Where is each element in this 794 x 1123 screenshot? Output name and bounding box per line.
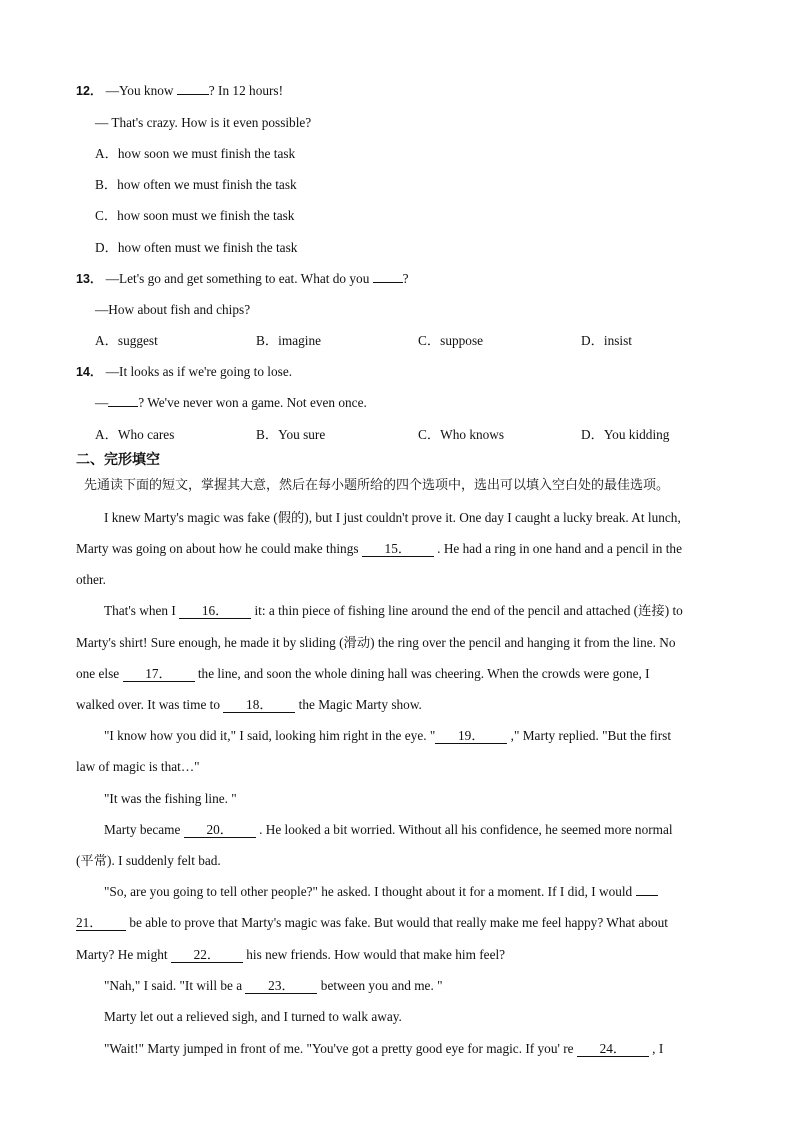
option-text: You sure — [278, 427, 326, 442]
q14-number: 14． — [76, 365, 103, 379]
passage-text: "Wait!" Marty jumped in front of me. "You've got a pretty good eye for magic. If you' re — [104, 1041, 577, 1056]
passage-text: his new friends. How would that make him feel? — [242, 947, 506, 962]
passage-text: one else — [76, 666, 123, 681]
passage-text: between you and me. " — [317, 978, 443, 993]
option-text: You kidding — [603, 427, 670, 442]
option-label: C． — [95, 208, 118, 223]
q14-reply-b: ? We've never won a game. Not even once. — [138, 395, 367, 410]
passage-text: . He looked a bit worried. Without all his confidence, he seemed more normal — [255, 822, 673, 837]
blank-15[interactable]: 15． — [362, 542, 434, 557]
passage-text: . He had a ring in one hand and a pencil in the — [433, 541, 682, 556]
q14-reply — [95, 394, 367, 412]
q13-option-d[interactable] — [581, 332, 632, 350]
q12-stem-a: —You know — [105, 83, 177, 98]
blank-18[interactable]: 18． — [223, 698, 295, 713]
q12-number: 12． — [76, 84, 103, 98]
passage-text: walked over. It was time to — [76, 697, 224, 712]
option-text: insist — [603, 333, 632, 348]
q14-option-c[interactable] — [418, 426, 504, 444]
q13-blank[interactable] — [373, 282, 403, 283]
passage-text: ," Marty replied. "But the first — [507, 728, 672, 743]
passage-text: the line, and soon the whole dining hall was cheering. When the crowds were gone, I — [194, 666, 650, 681]
option-label: A． — [95, 333, 118, 348]
q13-number: 13． — [76, 272, 103, 286]
blank-21[interactable]: 21． — [76, 916, 126, 931]
option-label: B． — [256, 427, 279, 442]
passage-line: I knew Marty's magic was fake (假的), but I just couldn't prove it. One day I caught a lucky break. At lunch, — [104, 510, 681, 525]
option-label: B． — [256, 333, 279, 348]
blank-24[interactable]: 24． — [577, 1042, 649, 1057]
passage-text: "I know how you did it," I said, looking him right in the eye. " — [104, 728, 436, 743]
blank-21-start — [636, 895, 658, 896]
option-label: C． — [418, 333, 441, 348]
option-label: D． — [581, 427, 604, 442]
section-title: 二、完形填空 — [76, 452, 160, 468]
passage-line — [104, 727, 671, 745]
q14-stem-text: —It looks as if we're going to lose. — [105, 364, 293, 379]
passage-text: be able to prove that Marty's magic was fake. But would that really make me feel happy? What about — [126, 915, 668, 930]
option-label: A． — [95, 146, 118, 161]
passage-text: That's when I — [104, 603, 180, 618]
passage-line — [76, 540, 682, 558]
q13-option-a[interactable] — [95, 332, 158, 350]
section-instruction: 先通读下面的短文，掌握其大意，然后在每小题所给的四个选项中，选出可以填入空白处的最佳选项。 — [84, 478, 670, 493]
passage-text: the Magic Marty show. — [295, 697, 422, 712]
option-text: imagine — [278, 333, 322, 348]
q14-reply-a: — — [95, 395, 109, 410]
q13-stem — [76, 270, 409, 288]
passage-line: "It was the fishing line. " — [104, 791, 237, 806]
blank-16[interactable]: 16． — [179, 604, 251, 619]
passage-text: "Nah," I said. "It will be a — [104, 978, 246, 993]
passage-text: Marty? He might — [76, 947, 171, 962]
passage-line — [104, 821, 673, 839]
option-text: Who cares — [117, 427, 175, 442]
passage-line — [104, 1040, 663, 1058]
option-text: how often we must finish the task — [117, 177, 297, 192]
passage-text: "So, are you going to tell other people?" he asked. I thought about it for a moment. If I did, I would — [104, 884, 636, 899]
option-text: Who knows — [440, 427, 505, 442]
passage-line — [104, 883, 658, 901]
q12-option-a[interactable] — [95, 145, 295, 163]
passage-text: Marty was going on about how he could make things — [76, 541, 362, 556]
q13-stem-a: —Let's go and get something to eat. What do you — [105, 271, 373, 286]
passage-text: Marty became — [104, 822, 184, 837]
q12-blank[interactable] — [177, 94, 209, 95]
blank-17[interactable]: 17． — [123, 667, 195, 682]
passage-text: it: a thin piece of fishing line around the end of the pencil and attached (连接) to — [251, 603, 683, 618]
passage-line: (平常). I suddenly felt bad. — [76, 853, 221, 868]
passage-line — [76, 946, 505, 964]
q13-reply: —How about fish and chips? — [95, 302, 251, 317]
q12-option-b[interactable] — [95, 176, 297, 194]
blank-20[interactable]: 20． — [184, 823, 256, 838]
passage-line — [76, 665, 650, 683]
passage-line — [76, 914, 668, 932]
q12-reply: — That's crazy. How is it even possible? — [95, 115, 312, 130]
passage-line — [104, 602, 683, 620]
passage-line: other. — [76, 572, 106, 587]
q14-option-a[interactable] — [95, 426, 174, 444]
q13-option-c[interactable] — [418, 332, 483, 350]
q13-stem-b: ? — [402, 271, 409, 286]
q12-option-d[interactable] — [95, 239, 297, 257]
blank-23[interactable]: 23． — [245, 979, 317, 994]
q12-stem — [76, 82, 283, 100]
option-text: how soon we must finish the task — [117, 146, 296, 161]
q14-option-d[interactable] — [581, 426, 669, 444]
option-label: A． — [95, 427, 118, 442]
option-text: suggest — [117, 333, 158, 348]
q12-option-c[interactable] — [95, 207, 294, 225]
option-text: suppose — [440, 333, 484, 348]
passage-line: Marty let out a relieved sigh, and I turned to walk away. — [104, 1009, 402, 1024]
q12-stem-b: ? In 12 hours! — [208, 83, 284, 98]
passage-line — [76, 696, 422, 714]
option-label: D． — [95, 240, 118, 255]
option-label: D． — [581, 333, 604, 348]
passage-line: Marty's shirt! Sure enough, he made it by sliding (滑动) the ring over the pencil and hanging it from the line. No — [76, 635, 676, 650]
option-text: how soon must we finish the task — [117, 208, 295, 223]
passage-line: law of magic is that…" — [76, 759, 200, 774]
blank-19[interactable]: 19． — [435, 729, 507, 744]
passage-text: , I — [648, 1041, 664, 1056]
q14-blank[interactable] — [108, 406, 138, 407]
q13-option-b[interactable] — [256, 332, 321, 350]
option-label: B． — [95, 177, 118, 192]
q14-option-b[interactable] — [256, 426, 325, 444]
blank-22[interactable]: 22． — [171, 948, 243, 963]
passage-line — [104, 977, 443, 995]
q14-stem — [76, 363, 292, 381]
option-text: how often must we finish the task — [117, 240, 298, 255]
option-label: C． — [418, 427, 441, 442]
